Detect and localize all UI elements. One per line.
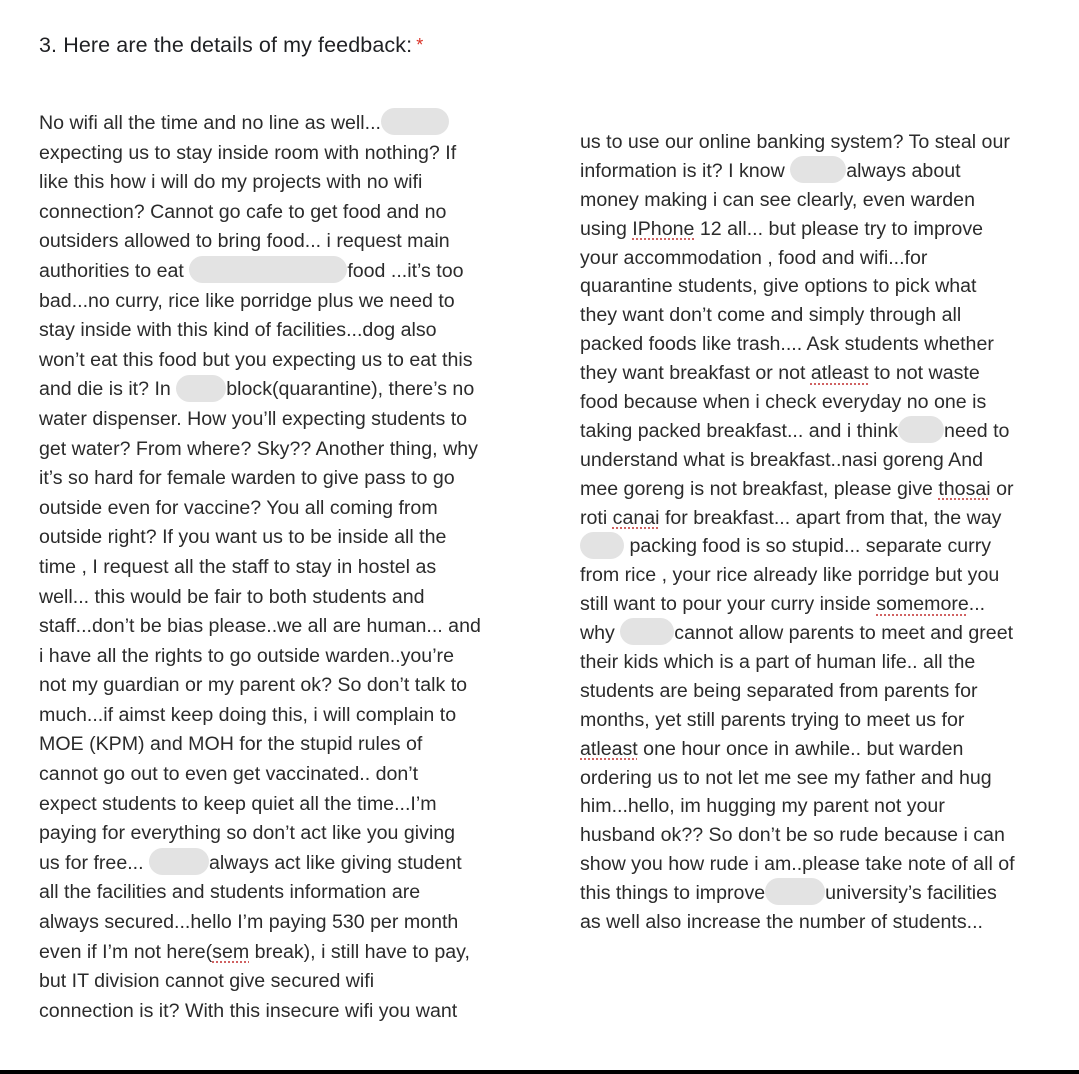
text-segment: i have all the rights to go outside warden..you’re <box>39 644 454 667</box>
text-line <box>580 475 1015 504</box>
text-segment: they want don’t come and simply through all <box>580 304 962 327</box>
spellcheck-flagged-word: atleast <box>580 737 638 760</box>
text-line <box>580 301 1015 330</box>
text-segment: food ...it’s too <box>347 259 464 282</box>
redaction-blur <box>149 848 209 875</box>
text-segment: taking packed breakfast... and i think <box>580 419 899 442</box>
text-segment: as well also increase the number of students... <box>580 911 983 934</box>
redaction-blur <box>189 256 347 283</box>
text-line <box>39 819 481 849</box>
text-segment: much...if aimst keep doing this, i will complain to <box>39 703 457 726</box>
text-segment: connection? Cannot go cafe to get food and no <box>39 200 447 223</box>
text-segment: ordering us to not let me see my father and hug <box>580 766 992 789</box>
feedback-text-left-column <box>39 109 481 1026</box>
text-segment: using <box>580 217 633 240</box>
redaction-blur <box>620 618 674 645</box>
redaction-blur <box>381 108 449 135</box>
text-segment: their kids which is a part of human life.. all the <box>580 651 976 674</box>
text-line <box>39 553 481 583</box>
text-segment: money making i can see clearly, even warden <box>580 188 975 211</box>
text-line <box>39 494 481 524</box>
text-line <box>39 671 481 701</box>
text-segment: authorities to eat <box>39 259 190 282</box>
redaction-blur <box>765 878 825 905</box>
text-line <box>39 967 481 997</box>
spellcheck-flagged-word: canai <box>612 506 660 529</box>
text-line <box>580 244 1015 273</box>
text-segment: connection is it? With this insecure wifi you want <box>39 999 458 1022</box>
text-segment: understand what is breakfast..nasi goreng And <box>580 448 984 471</box>
text-line <box>39 701 481 731</box>
redaction-blur <box>176 375 226 402</box>
text-segment: but IT division cannot give secured wifi <box>39 970 375 993</box>
text-line <box>39 227 481 257</box>
text-segment: why <box>580 622 621 645</box>
text-line <box>39 642 481 672</box>
question-title-text: 3. Here are the details of my feedback: <box>39 33 413 57</box>
text-segment: bad...no curry, rice like porridge plus we need to <box>39 289 455 312</box>
text-segment: one hour once in awhile.. but warden <box>637 737 964 760</box>
text-line <box>580 532 1015 561</box>
text-segment: cannot go out to even get vaccinated.. don’t <box>39 763 419 786</box>
text-line <box>39 730 481 760</box>
text-line <box>39 139 481 169</box>
text-line <box>580 504 1015 533</box>
question-title <box>39 33 423 58</box>
text-segment: No wifi all the time and no line as well... <box>39 112 381 134</box>
text-line <box>39 287 481 317</box>
text-line <box>580 590 1015 619</box>
text-segment: food because when i check everyday no one is <box>580 391 987 414</box>
text-segment: it’s so hard for female warden to give pass to go <box>39 467 455 490</box>
text-segment: all the facilities and students information are <box>39 881 421 904</box>
text-segment: quarantine students, give options to pick what <box>580 275 977 298</box>
text-segment: him...hello, im hugging my parent not your <box>580 795 945 818</box>
redaction-blur <box>790 156 846 183</box>
text-line <box>39 878 481 908</box>
text-line <box>580 735 1015 764</box>
text-segment: and die is it? In <box>39 378 177 401</box>
text-line <box>39 997 481 1027</box>
text-segment: information is it? I know <box>580 159 791 182</box>
text-segment: paying for everything so don’t act like you giving <box>39 822 456 845</box>
text-segment: from rice , your rice already like porridge but you <box>580 564 1000 587</box>
text-segment: well... this would be fair to both students and <box>39 585 425 608</box>
spellcheck-flagged-word: thosai <box>938 477 991 500</box>
text-segment: expecting us to stay inside room with nothing? If <box>39 141 457 164</box>
text-segment: to not waste <box>868 362 980 385</box>
text-segment: break), i still have to pay, <box>249 940 470 963</box>
text-line <box>580 272 1015 301</box>
text-segment: always about <box>846 159 961 182</box>
text-segment: ... <box>968 593 986 616</box>
text-segment: won’t eat this food but you expecting us to eat this <box>39 348 473 371</box>
text-segment: need to <box>944 419 1010 442</box>
text-line <box>580 908 1015 937</box>
text-segment: husband ok?? So don’t be so rude because i can <box>580 824 1005 847</box>
text-line <box>580 215 1015 244</box>
text-segment: even if I’m not here( <box>39 940 213 963</box>
text-segment: they want breakfast or not <box>580 362 811 385</box>
text-segment: roti <box>580 506 613 529</box>
text-segment: packed foods like trash.... Ask students whether <box>580 333 994 356</box>
text-line <box>580 677 1015 706</box>
text-line <box>39 760 481 790</box>
required-asterisk: * <box>416 35 424 55</box>
text-line <box>580 128 1015 157</box>
text-segment: mee goreng is not breakfast, please give <box>580 477 939 500</box>
text-segment: your accommodation , food and wifi...for <box>580 246 928 269</box>
text-segment: students are being separated from parents for <box>580 679 978 702</box>
text-segment: stay inside with this kind of facilities...dog also <box>39 319 437 342</box>
text-line <box>580 879 1015 908</box>
text-line <box>580 446 1015 475</box>
text-line <box>39 464 481 494</box>
text-segment: packing food is so stupid... separate curry <box>624 535 992 558</box>
text-segment: still want to pour your curry inside <box>580 593 877 616</box>
text-line <box>39 375 481 405</box>
text-line <box>580 706 1015 735</box>
text-segment: expect students to keep quiet all the time...I’m <box>39 792 437 815</box>
spellcheck-flagged-word: atleast <box>810 362 869 385</box>
text-segment: not my guardian or my parent ok? So don’t talk to <box>39 674 468 697</box>
text-segment: always act like giving student <box>209 851 462 874</box>
text-line <box>580 792 1015 821</box>
text-line <box>580 417 1015 446</box>
spellcheck-flagged-word: somemore <box>876 593 969 616</box>
text-line <box>39 908 481 938</box>
text-segment: time , I request all the staff to stay in hostel as <box>39 555 437 578</box>
redaction-blur <box>580 532 624 559</box>
text-line <box>39 168 481 198</box>
text-line <box>39 198 481 228</box>
text-segment: outside right? If you want us to be inside all the <box>39 526 447 549</box>
text-segment: months, yet still parents trying to meet us for <box>580 708 965 731</box>
text-segment: us for free... <box>39 851 149 874</box>
text-line <box>580 619 1015 648</box>
text-line <box>39 346 481 376</box>
text-segment: or <box>990 477 1014 500</box>
text-line <box>39 583 481 613</box>
text-segment: 12 all... but please try to improve <box>694 217 984 240</box>
text-segment: this things to improve <box>580 882 766 905</box>
text-segment: us to use our online banking system? To steal our <box>580 131 1010 153</box>
text-line <box>580 648 1015 677</box>
text-line <box>39 938 481 968</box>
text-line <box>580 186 1015 215</box>
text-segment: always secured...hello I’m paying 530 per month <box>39 911 459 934</box>
text-line <box>580 764 1015 793</box>
text-line <box>39 435 481 465</box>
text-segment: MOE (KPM) and MOH for the stupid rules of <box>39 733 423 756</box>
text-line <box>39 790 481 820</box>
spellcheck-flagged-word: sem <box>212 940 250 963</box>
text-line <box>39 523 481 553</box>
text-segment: block(quarantine), there’s no <box>226 378 475 401</box>
text-line <box>580 821 1015 850</box>
text-segment: get water? From where? Sky?? Another thing, why <box>39 437 478 460</box>
text-line <box>580 388 1015 417</box>
text-line <box>580 850 1015 879</box>
text-segment: show you how rude i am..please take note of all of <box>580 853 1015 876</box>
text-line <box>39 849 481 879</box>
text-line <box>39 109 481 139</box>
text-line <box>39 405 481 435</box>
feedback-text-right-column <box>580 128 1015 937</box>
text-segment: university’s facilities <box>825 882 997 905</box>
text-segment: staff...don’t be bias please..we all are human... and <box>39 615 481 638</box>
text-segment: for breakfast... apart from that, the way <box>659 506 1002 529</box>
redaction-blur <box>898 416 944 443</box>
text-segment: cannot allow parents to meet and greet <box>674 622 1014 645</box>
text-line <box>580 157 1015 186</box>
text-line <box>39 257 481 287</box>
spellcheck-flagged-word: IPhone <box>632 217 695 240</box>
text-line <box>580 330 1015 359</box>
text-segment: like this how i will do my projects with no wifi <box>39 171 423 194</box>
text-segment: outside even for vaccine? You all coming from <box>39 496 438 519</box>
text-line <box>39 316 481 346</box>
text-segment: water dispenser. How you’ll expecting students to <box>39 407 468 430</box>
bottom-border <box>0 1070 1079 1074</box>
text-line <box>39 612 481 642</box>
text-line <box>580 359 1015 388</box>
text-line <box>580 561 1015 590</box>
text-segment: outsiders allowed to bring food... i request main <box>39 230 450 253</box>
